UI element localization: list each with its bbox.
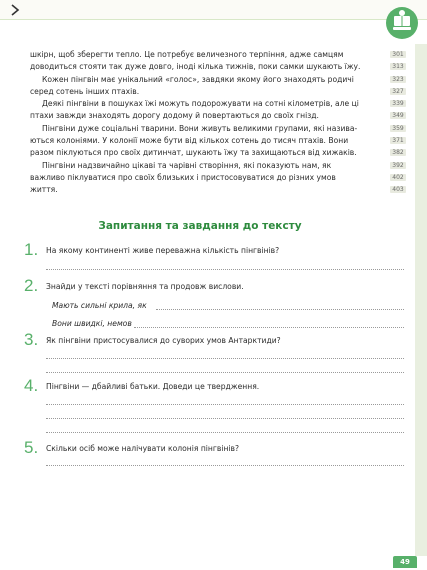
top-divider: [0, 19, 427, 20]
reading-book-logo-icon: [383, 6, 421, 40]
word-count-badge: 349: [392, 112, 404, 120]
question-text: Знайди у тексті порівняння та продовж вислови.: [46, 282, 244, 291]
text-line: Пінгвіни дуже соціальні тварини. Вони живуть великими групами, які назива-: [42, 123, 358, 133]
text-line: птахи завжди знаходять дорогу додому й повертаються до своїх гнізд.: [30, 111, 319, 121]
text-line: Деякі пінгвіни в пошуках їжі можуть подорожувати на сотні кілометрів, але ці: [42, 99, 359, 109]
question-number: 5.: [24, 438, 39, 457]
story-text: [30, 49, 384, 197]
question-text: На якому континенті живе переважна кількість пінгвінів?: [46, 246, 280, 255]
word-count-badge: 403: [392, 186, 404, 194]
text-line: доводиться стояти так дуже довго, іноді кілька тижнів, поки самки шукають їжу.: [30, 62, 361, 72]
word-count-badge: 359: [392, 124, 404, 132]
right-margin-strip: [415, 44, 427, 556]
word-count-badge: 339: [392, 100, 404, 108]
text-line: разом піклуються про своїх дитинчат, шукають їжу та захищаються від хижаків.: [30, 148, 357, 158]
word-count-badge: 382: [392, 149, 404, 157]
answer-line[interactable]: [46, 418, 404, 419]
section-title: Запитання та завдання до тексту: [98, 220, 302, 232]
answer-line[interactable]: [156, 309, 404, 310]
text-line: життя.: [30, 185, 58, 195]
word-count-badge: 402: [392, 173, 404, 181]
word-count-badge: 371: [392, 137, 404, 145]
word-count-badge: 301: [392, 51, 404, 58]
word-count-badge: 327: [392, 87, 404, 95]
text-line: ються колоніями. У колонії може бути від кількох сотень до тисяч птахів. Вони: [30, 136, 349, 146]
answer-line[interactable]: [46, 358, 404, 359]
question-number: 3.: [24, 330, 39, 349]
question-text: Пінгвіни — дбайливі батьки. Доведи це твердження.: [46, 382, 260, 391]
answer-line[interactable]: [134, 327, 404, 328]
question-number: 2.: [24, 276, 39, 295]
answer-line[interactable]: [46, 372, 404, 373]
phrase-prompt: Мають сильні крила, як: [52, 301, 147, 310]
phrase-prompt: Вони швидкі, немов: [52, 319, 132, 328]
question-number: 4.: [24, 376, 39, 395]
word-count-badge: 313: [392, 63, 404, 71]
text-line: Кожен пінгвін має унікальний «голос», завдяки якому його знаходять родичі: [42, 74, 354, 84]
text-line: шкірн, щоб зберегти тепло. Це потребує величезного терпіння, адже самцям: [30, 50, 344, 59]
answer-line[interactable]: [46, 404, 404, 405]
answer-line[interactable]: [46, 465, 404, 466]
answer-line[interactable]: [46, 432, 404, 433]
word-count-badge: 323: [392, 75, 404, 83]
text-line: серед сотень інших птахів.: [30, 86, 140, 96]
question-text: Як пінгвіни пристосувалися до суворих умов Антарктиди?: [46, 336, 281, 345]
word-count-badge: 392: [392, 161, 404, 169]
question-number: 1.: [24, 240, 39, 259]
top-bar: [0, 0, 427, 20]
chevron-right-icon[interactable]: [8, 3, 22, 17]
question-text: Скільки осіб може налічувати колонія пінгвінів?: [46, 444, 240, 453]
word-count-column: [389, 49, 407, 197]
page-number: 49: [393, 556, 417, 568]
text-line: важливо піклуватися про своїх близьких і пристосовуватися до різних умов: [30, 172, 336, 182]
answer-line[interactable]: [46, 269, 404, 270]
text-line: Пінгвіни надзвичайно цікаві та чарівні створіння, які показують нам, як: [42, 160, 332, 170]
